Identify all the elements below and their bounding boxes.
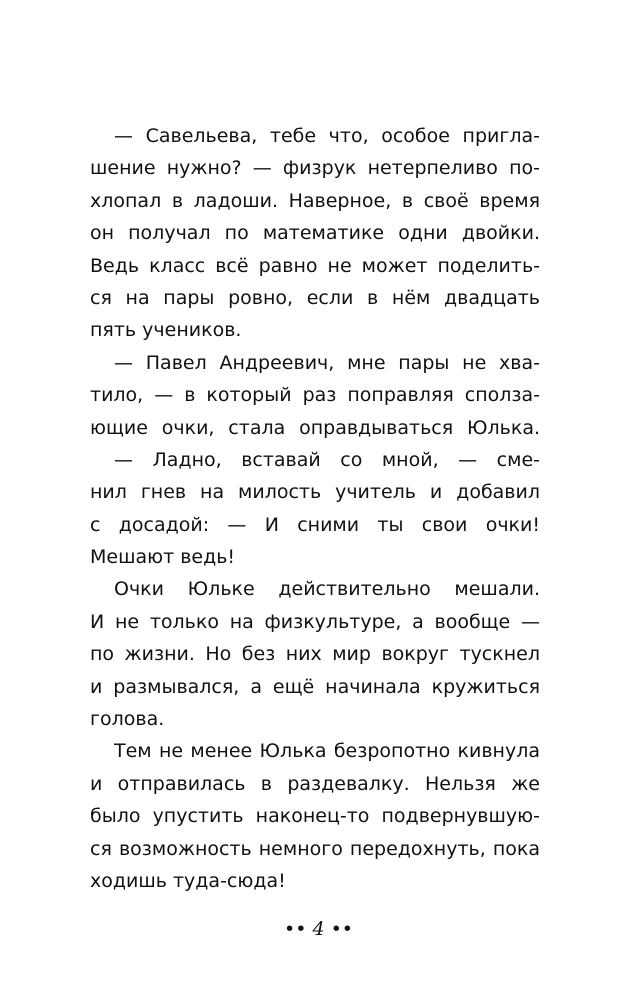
paragraph-5	[90, 735, 540, 897]
text-line: Мешают ведь!	[90, 546, 236, 569]
text-line: ся возможность немного передохнуть, пока	[90, 837, 540, 860]
text-line: И не только на физкультуре, а вообще —	[90, 610, 540, 633]
text-line: — Павел Андреевич, мне пары не хва-	[114, 351, 540, 374]
text-line: и отправилась в раздевалку. Нельзя же	[90, 772, 540, 795]
text-line: ходишь туда-сюда!	[90, 869, 286, 892]
paragraph-2	[90, 347, 540, 444]
text-line: ющие очки, стала оправдываться Юлька.	[90, 416, 540, 439]
text-line: — Савельева, тебе что, особое пригла-	[114, 125, 540, 147]
text-line: пять учеников.	[90, 319, 242, 342]
text-line: Ведь класс всё равно не может поделить-	[90, 254, 540, 277]
paragraph-4	[90, 573, 540, 735]
text-line: хлопал в ладоши. Наверное, в своё время	[90, 189, 540, 212]
text-line: голова.	[90, 708, 165, 731]
text-line: и размывался, а ещё начинала кружиться	[90, 675, 540, 698]
text-line: было упустить наконец-то подвернувшую-	[90, 805, 540, 828]
text-line: — Ладно, вставай со мной, — сме-	[114, 448, 540, 471]
paragraph-1	[90, 120, 540, 347]
text-line: шение нужно? — физрук нетерпеливо по-	[90, 157, 540, 180]
body-text	[90, 120, 540, 897]
page-number: •• 4 ••	[284, 918, 353, 940]
text-line: с досадой: — И сними ты свои очки!	[90, 513, 540, 536]
text-line: по жизни. Но без них мир вокруг тускнел	[90, 643, 540, 666]
text-line: нил гнев на милость учитель и добавил	[90, 481, 540, 504]
paragraph-3	[90, 444, 540, 574]
text-line: Тем не менее Юлька безропотно кивнула	[114, 740, 540, 763]
text-line: Очки Юльке действительно мешали.	[114, 578, 540, 601]
text-line: он получал по математике одни двойки.	[90, 222, 540, 245]
text-line: тило, — в который раз поправляя сполза-	[90, 384, 540, 407]
text-line: ся на пары ровно, если в нём двадцать	[90, 286, 540, 309]
